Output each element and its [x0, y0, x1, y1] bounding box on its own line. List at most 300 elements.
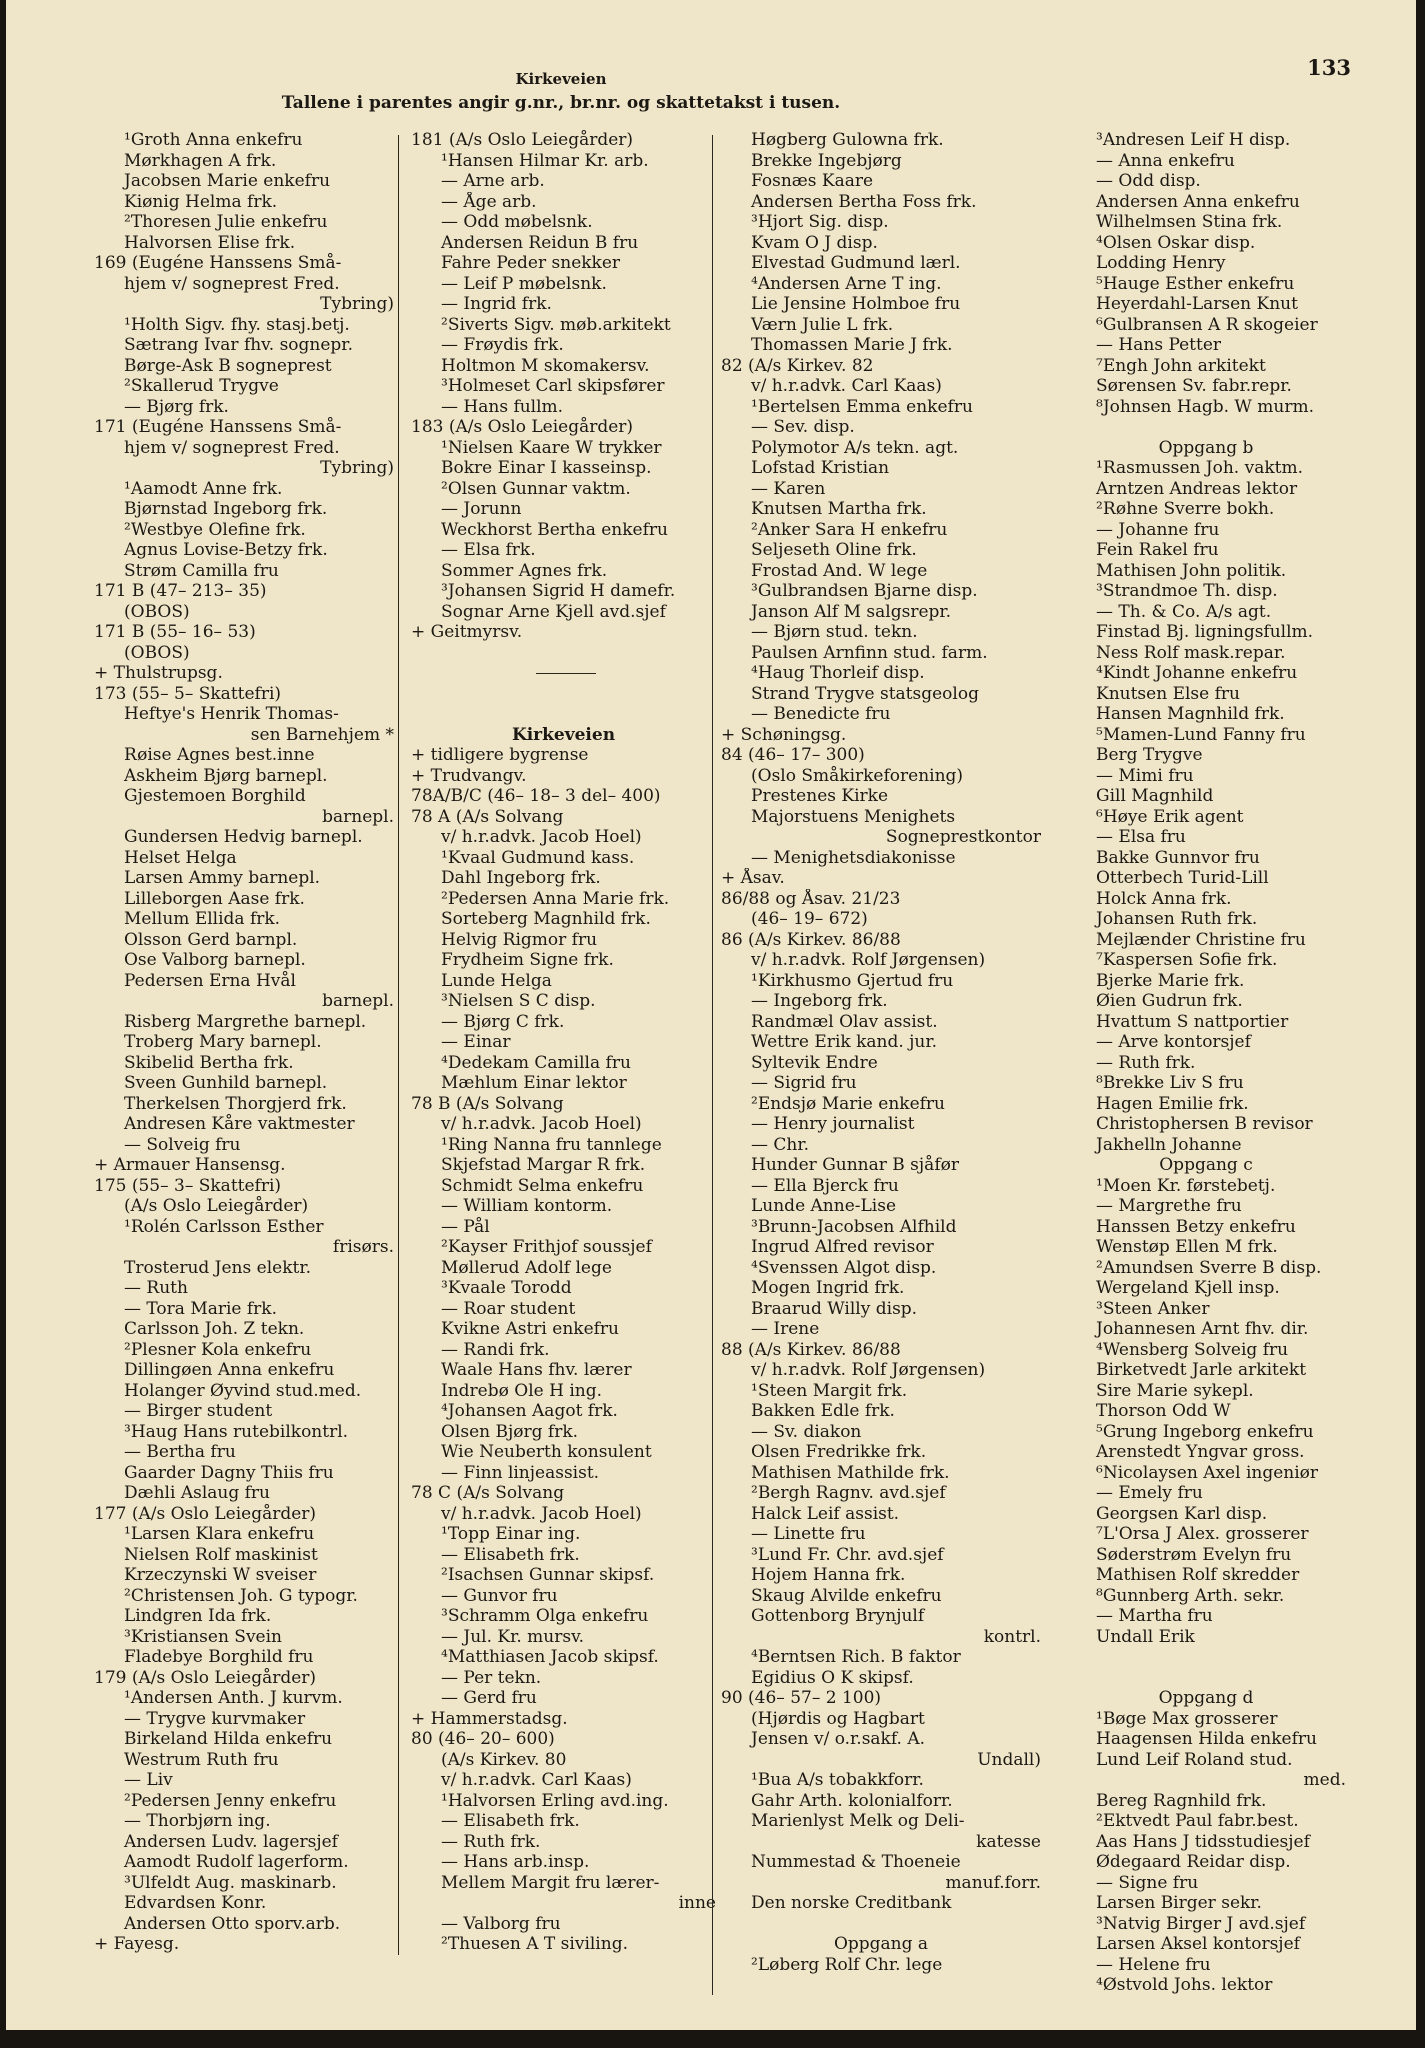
directory-entry: ³Strandmoe Th. disp.: [1096, 581, 1278, 601]
directory-entry: Christophersen B revisor: [1096, 1114, 1313, 1134]
directory-entry: Helset Helga: [124, 847, 237, 868]
address-entry: + Schøningsg.: [721, 724, 847, 745]
directory-entry: Nielsen Rolf maskinist: [124, 1544, 318, 1565]
directory-entry: Andersen Ludv. lagersjef: [124, 1831, 338, 1852]
directory-entry: — Arve kontorsjef: [1096, 1032, 1251, 1052]
directory-entry: Strøm Camilla fru: [124, 560, 279, 581]
directory-entry: Syltevik Endre: [751, 1052, 878, 1073]
directory-entry: Gundersen Hedvig barnepl.: [124, 827, 363, 847]
directory-entry: — Bertha fru: [124, 1442, 236, 1462]
directory-entry: — Bjørg C frk.: [441, 1011, 565, 1032]
directory-entry: v/ h.r.advk. Rolf Jørgensen): [751, 950, 986, 970]
directory-entry: Røise Agnes best.inne: [124, 745, 315, 765]
directory-entry: Bakke Gunnvor fru: [1096, 847, 1260, 868]
directory-entry: ¹Bøge Max grosserer: [1096, 1708, 1278, 1729]
directory-entry: Mellum Ellida frk.: [124, 909, 281, 929]
directory-entry: — Odd møbelsnk.: [441, 212, 593, 232]
directory-entry: Wettre Erik kand. jur.: [751, 1032, 938, 1052]
directory-entry: ¹Kirkhusmo Gjertud fru: [751, 970, 954, 991]
directory-entry: Helvig Rigmor fru: [441, 929, 598, 950]
directory-entry: Sørensen Sv. fabr.repr.: [1096, 376, 1292, 396]
directory-entry: ³Schramm Olga enkefru: [441, 1606, 649, 1626]
directory-entry: Johannesen Arnt fhv. dir.: [1096, 1319, 1309, 1339]
directory-entry: — Finn linjeassist.: [441, 1462, 600, 1483]
directory-entry: ²Plesner Kola enkefru: [124, 1339, 312, 1360]
address-entry: 78 C (A/s Solvang: [411, 1483, 565, 1503]
directory-entry: Hojem Hanna frk.: [751, 1565, 906, 1585]
directory-entry: — Pål: [441, 1216, 490, 1237]
directory-entry: ⁵Hauge Esther enkefru: [1096, 273, 1295, 294]
directory-entry: Olsson Gerd barnpl.: [124, 929, 298, 950]
directory-entry: ¹Groth Anna enkefru: [124, 130, 303, 150]
directory-entry: — Benedicte fru: [751, 704, 891, 724]
directory-entry: — Margrethe fru: [1096, 1196, 1242, 1216]
directory-entry: — Valborg fru: [441, 1913, 561, 1934]
directory-entry: sen Barnehjem *: [250, 724, 394, 745]
directory-entry: Ingrud Alfred revisor: [751, 1237, 934, 1257]
stairwell-heading: Oppgang b: [1158, 437, 1254, 458]
directory-entry: — Martha fru: [1096, 1606, 1213, 1626]
directory-entry: Hvattum S nattportier: [1096, 1011, 1289, 1032]
directory-entry: Otterbech Turid-Lill: [1096, 868, 1269, 888]
directory-entry: ²Thoresen Julie enkefru: [124, 212, 328, 232]
directory-entry: — Henry journalist: [751, 1114, 915, 1134]
directory-entry: — Leif P møbelsnk.: [441, 273, 607, 294]
address-entry: 177 (A/s Oslo Leiegårder): [94, 1503, 317, 1524]
directory-entry: — Åge arb.: [441, 191, 537, 212]
directory-entry: Knutsen Else fru: [1096, 683, 1240, 704]
directory-entry: Sogneprestkontor: [885, 827, 1041, 847]
directory-entry: Aas Hans J tidsstudiesjef: [1096, 1831, 1310, 1852]
address-entry: 80 (46– 20– 600): [411, 1729, 555, 1749]
address-entry: 173 (55– 5– Skattefri): [94, 683, 282, 704]
directory-entry: Mejlænder Christine fru: [1096, 929, 1306, 950]
stairwell-heading: Oppgang d: [1158, 1688, 1254, 1708]
directory-entry: Sommer Agnes frk.: [441, 560, 608, 581]
directory-entry: — Frøydis frk.: [441, 335, 564, 355]
directory-entry: — Gunvor fru: [441, 1585, 558, 1606]
directory-entry: — Menighetsdiakonisse: [751, 847, 956, 868]
directory-entry: Høgberg Gulowna frk.: [751, 130, 944, 150]
directory-entry: Jakhelln Johanne: [1096, 1134, 1242, 1155]
directory-entry: Kvam O J disp.: [751, 232, 878, 253]
directory-entry: ³Nielsen S C disp.: [441, 991, 596, 1011]
directory-entry: — Sev. disp.: [751, 417, 855, 437]
directory-entry: Hansen Magnhild frk.: [1096, 704, 1285, 724]
directory-entry: ¹Halvorsen Erling avd.ing.: [441, 1790, 669, 1811]
directory-entry: ³Kristiansen Svein: [124, 1626, 282, 1647]
directory-entry: Gottenborg Brynjulf: [751, 1606, 925, 1626]
directory-entry: Heftye's Henrik Thomas-: [124, 704, 339, 724]
directory-entry: Skjefstad Margar R frk.: [441, 1155, 646, 1175]
directory-entry: Lund Leif Roland stud.: [1096, 1749, 1293, 1770]
directory-entry: v/ h.r.advk. Carl Kaas): [751, 376, 942, 396]
directory-entry: Wergeland Kjell insp.: [1096, 1278, 1280, 1298]
directory-entry: ⁶Høye Erik agent: [1096, 806, 1244, 827]
directory-entry: — Jorunn: [441, 499, 522, 519]
directory-entry: — Anna enkefru: [1096, 150, 1235, 171]
directory-entry: ²Olsen Gunnar vaktm.: [441, 478, 631, 499]
directory-entry: Fein Rakel fru: [1096, 540, 1219, 560]
directory-entry: ³Steen Anker: [1096, 1298, 1210, 1319]
directory-entry: Lunde Anne-Lise: [751, 1196, 897, 1216]
directory-entry: Berg Trygve: [1096, 745, 1203, 765]
directory-entry: — Elsa frk.: [441, 540, 536, 560]
directory-entry: — Solveig fru: [124, 1134, 241, 1155]
directory-entry: Birkeland Hilda enkefru: [124, 1729, 333, 1749]
directory-entry: — Hans arb.insp.: [441, 1852, 590, 1872]
directory-entry: ¹Kvaal Gudmund kass.: [441, 847, 635, 868]
directory-entry: Sognar Arne Kjell avd.sjef: [441, 601, 666, 622]
directory-entry: med.: [1303, 1770, 1346, 1790]
directory-entry: ⁴Kindt Johanne enkefru: [1096, 663, 1298, 683]
directory-entry: ¹Nielsen Kaare W trykker: [441, 437, 662, 458]
directory-entry: Dæhli Aslaug fru: [124, 1483, 271, 1503]
directory-entry: ⁴Dedekam Camilla fru: [441, 1052, 631, 1073]
directory-entry: Skaug Alvilde enkefru: [751, 1585, 942, 1606]
directory-entry: ³Kvaale Torodd: [441, 1278, 572, 1298]
directory-entry: Bereg Ragnhild frk.: [1096, 1790, 1267, 1811]
directory-entry: — Bjørg frk.: [124, 396, 229, 417]
directory-entry: ⁴Matthiasen Jacob skipsf.: [441, 1647, 659, 1667]
directory-entry: Bjerke Marie frk.: [1096, 970, 1245, 991]
directory-entry: — Sv. diakon: [751, 1421, 862, 1442]
directory-entry: ⁸Brekke Liv S fru: [1096, 1073, 1244, 1093]
address-entry: 78 A (A/s Solvang: [411, 806, 564, 827]
directory-entry: Lie Jensine Holmboe fru: [751, 294, 961, 314]
directory-entry: — Tora Marie frk.: [124, 1298, 278, 1319]
directory-entry: Fladebye Borghild fru: [124, 1647, 314, 1667]
directory-entry: ¹Bertelsen Emma enkefru: [751, 396, 973, 417]
directory-entry: Andersen Otto sporv.arb.: [124, 1913, 341, 1934]
directory-entry: Bokre Einar I kasseinsp.: [441, 458, 652, 478]
directory-entry: Birketvedt Jarle arkitekt: [1096, 1360, 1307, 1380]
directory-entry: Risberg Margrethe barnepl.: [124, 1011, 367, 1032]
section-rule: [411, 663, 716, 684]
directory-entry: — Ingeborg frk.: [751, 991, 888, 1011]
address-entry: 183 (A/s Oslo Leiegårder): [411, 417, 634, 437]
column-divider: [712, 135, 713, 1995]
directory-entry: — Elisabeth frk.: [441, 1544, 580, 1565]
column-2: [411, 130, 716, 1955]
directory-entry: frisørs.: [332, 1237, 394, 1257]
directory-entry: ⁴Andersen Arne T ing.: [751, 273, 942, 294]
directory-entry: ⁴Haug Thorleif disp.: [751, 663, 925, 683]
address-entry: 90 (46– 57– 2 100): [721, 1688, 882, 1708]
directory-entry: Paulsen Arnfinn stud. farm.: [751, 642, 988, 663]
directory-entry: — Odd disp.: [1096, 171, 1201, 191]
directory-entry: Lindgren Ida frk.: [124, 1606, 272, 1626]
directory-entry: Waale Hans fhv. lærer: [441, 1360, 632, 1380]
directory-entry: Strand Trygve statsgeolog: [751, 683, 979, 704]
stairwell-heading: Oppgang c: [1159, 1155, 1253, 1175]
directory-entry: ¹Hansen Hilmar Kr. arb.: [441, 150, 649, 171]
directory-entry: Undall Erik: [1096, 1626, 1195, 1647]
directory-entry: manuf.forr.: [945, 1872, 1041, 1893]
directory-entry: v/ h.r.advk. Carl Kaas): [441, 1770, 632, 1790]
directory-entry: Kiønig Helma frk.: [124, 191, 278, 212]
directory-entry: Værn Julie L frk.: [751, 314, 894, 335]
directory-entry: Andresen Kåre vaktmester: [124, 1114, 355, 1134]
directory-entry: Lofstad Kristian: [751, 458, 890, 478]
directory-entry: ⁵Grung Ingeborg enkefru: [1096, 1421, 1314, 1442]
directory-entry: Knutsen Martha frk.: [751, 499, 927, 519]
directory-entry: ³Gulbrandsen Bjarne disp.: [751, 581, 978, 601]
directory-entry: (OBOS): [124, 642, 190, 663]
directory-entry: Larsen Aksel kontorsjef: [1096, 1934, 1300, 1954]
directory-entry: Gahr Arth. kolonialforr.: [751, 1790, 953, 1811]
directory-entry: Seljeseth Oline frk.: [751, 540, 917, 560]
directory-entry: Olsen Fredrikke frk.: [751, 1442, 927, 1462]
directory-entry: ⁷Kaspersen Sofie frk.: [1096, 950, 1278, 970]
address-entry: + Armauer Hansensg.: [94, 1155, 286, 1175]
directory-entry: Polymotor A/s tekn. agt.: [751, 437, 959, 458]
directory-entry: — Mimi fru: [1096, 765, 1194, 786]
directory-entry: Randmæl Olav assist.: [751, 1011, 938, 1032]
directory-entry: Øien Gudrun frk.: [1096, 991, 1243, 1011]
directory-entry: ²Isachsen Gunnar skipsf.: [441, 1565, 655, 1585]
directory-entry: Børge-Ask B sogneprest: [124, 355, 332, 376]
directory-entry: Tybring): [320, 458, 394, 478]
directory-entry: — Chr.: [751, 1134, 810, 1155]
address-entry: 169 (Eugéne Hanssens Små-: [94, 253, 342, 273]
directory-entry: Kvikne Astri enkefru: [441, 1319, 619, 1339]
directory-entry: Dillingøen Anna enkefru: [124, 1360, 335, 1380]
directory-entry: Lunde Helga: [441, 970, 552, 991]
directory-entry: ⁷Engh John arkitekt: [1096, 355, 1266, 376]
street-title: Kirkeveien: [515, 70, 607, 88]
directory-entry: Mellem Margit fru lærer-: [441, 1872, 660, 1893]
directory-entry: ²Kayser Frithjof soussjef: [441, 1237, 652, 1257]
directory-entry: Andersen Anna enkefru: [1096, 191, 1300, 212]
directory-entry: Jacobsen Marie enkefru: [124, 171, 331, 191]
directory-entry: ²Anker Sara H enkefru: [751, 519, 948, 540]
directory-entry: ²Amundsen Sverre B disp.: [1096, 1257, 1322, 1278]
directory-entry: Ose Valborg barnepl.: [124, 950, 306, 970]
directory-entry: (OBOS): [124, 601, 190, 622]
address-entry: 181 (A/s Oslo Leiegårder): [411, 130, 634, 150]
directory-page: [6, 0, 1416, 2030]
directory-entry: Søderstrøm Evelyn fru: [1096, 1544, 1292, 1565]
address-entry: + tidligere bygrense: [411, 745, 589, 765]
directory-entry: — Ella Bjerck fru: [751, 1175, 899, 1196]
directory-entry: — Einar: [441, 1032, 511, 1052]
directory-entry: Gill Magnhild: [1096, 786, 1214, 806]
directory-entry: v/ h.r.advk. Rolf Jørgensen): [751, 1360, 986, 1380]
address-entry: 171 (Eugéne Hanssens Små-: [94, 417, 342, 437]
directory-entry: — William kontorm.: [441, 1196, 613, 1216]
directory-entry: hjem v/ sogneprest Fred.: [124, 273, 340, 294]
directory-entry: Olsen Bjørg frk.: [441, 1421, 579, 1442]
directory-entry: kontrl.: [983, 1626, 1041, 1647]
directory-entry: Sætrang Ivar fhv. sognepr.: [124, 335, 353, 355]
directory-entry: — Helene fru: [1096, 1954, 1211, 1975]
spacer: [1066, 417, 1346, 438]
directory-entry: ⁴Johansen Aagot frk.: [441, 1401, 618, 1421]
directory-entry: — Ruth frk.: [1096, 1052, 1196, 1073]
directory-entry: Ødegaard Reidar disp.: [1096, 1852, 1291, 1872]
directory-entry: ¹Rasmussen Joh. vaktm.: [1096, 458, 1303, 478]
directory-entry: Sorteberg Magnhild frk.: [441, 909, 651, 929]
directory-entry: ³Lund Fr. Chr. avd.sjef: [751, 1544, 944, 1565]
directory-entry: Johansen Ruth frk.: [1096, 909, 1258, 929]
directory-entry: ²Ektvedt Paul fabr.best.: [1096, 1811, 1299, 1831]
directory-entry: Weckhorst Bertha enkefru: [441, 519, 668, 540]
directory-entry: (Oslo Småkirkeforening): [751, 765, 964, 786]
directory-entry: ⁴Østvold Johs. lektor: [1096, 1975, 1273, 1995]
directory-entry: Mathisen John politik.: [1096, 560, 1287, 581]
directory-entry: — Thorbjørn ing.: [124, 1811, 271, 1831]
directory-entry: — Arne arb.: [441, 171, 545, 191]
address-entry: + Fayesg.: [94, 1934, 180, 1954]
directory-entry: ²Westbye Olefine frk.: [124, 519, 306, 540]
directory-entry: — Randi frk.: [441, 1339, 550, 1360]
address-entry: + Thulstrupsg.: [94, 663, 223, 683]
directory-entry: ²Pedersen Anna Marie frk.: [441, 888, 670, 909]
directory-entry: Janson Alf M salgsrepr.: [751, 601, 952, 622]
address-entry: + Geitmyrsv.: [411, 622, 523, 642]
directory-entry: ³Haug Hans rutebilkontrl.: [124, 1421, 349, 1442]
directory-entry: Den norske Creditbank: [751, 1893, 952, 1913]
address-entry: 171 B (47– 213– 35): [94, 581, 267, 601]
directory-entry: Halvorsen Elise frk.: [124, 232, 296, 253]
column-4: [1066, 130, 1346, 1996]
directory-entry: Lodding Henry: [1096, 253, 1226, 273]
directory-entry: Sveen Gunhild barnepl.: [124, 1073, 328, 1093]
directory-entry: Elvestad Gudmund lærl.: [751, 253, 961, 273]
directory-entry: — Per tekn.: [441, 1667, 542, 1688]
directory-entry: (A/s Kirkev. 80: [441, 1749, 567, 1770]
directory-entry: — Karen: [751, 478, 826, 499]
page-subtitle: Tallene i parentes angir g.nr., br.nr. og skattetakst i tusen.: [281, 93, 841, 113]
address-entry: 86 (A/s Kirkev. 86/88: [721, 929, 901, 950]
directory-entry: Hunder Gunnar B sjåfør: [751, 1155, 959, 1175]
directory-entry: ²Siverts Sigv. møb.arkitekt: [441, 314, 671, 335]
directory-entry: ⁸Johnsen Hagb. W murm.: [1096, 396, 1315, 417]
directory-entry: Troberg Mary barnepl.: [124, 1032, 322, 1052]
directory-entry: Askheim Bjørg barnepl.: [124, 765, 328, 786]
directory-entry: Bakken Edle frk.: [751, 1401, 895, 1421]
directory-entry: Heyerdahl-Larsen Knut: [1096, 294, 1298, 314]
spacer: [411, 704, 716, 725]
directory-entry: ¹Holth Sigv. fhy. stasj.betj.: [124, 314, 350, 335]
directory-entry: barnepl.: [322, 806, 394, 827]
directory-entry: Therkelsen Thorgjerd frk.: [124, 1093, 347, 1114]
directory-entry: — Ruth: [124, 1278, 188, 1298]
address-entry: 84 (46– 17– 300): [721, 745, 865, 765]
directory-entry: ²Løberg Rolf Chr. lege: [751, 1954, 943, 1975]
page-number: 133: [1307, 55, 1351, 80]
directory-entry: — Th. & Co. A/s agt.: [1096, 601, 1272, 622]
address-entry: 88 (A/s Kirkev. 86/88: [721, 1339, 901, 1360]
directory-entry: ³Brunn-Jacobsen Alfhild: [751, 1216, 957, 1237]
directory-entry: — Hans fullm.: [441, 396, 564, 417]
directory-entry: Brekke Ingebjørg: [751, 150, 902, 171]
directory-entry: Larsen Birger sekr.: [1096, 1893, 1262, 1913]
directory-entry: ²Skallerud Trygve: [124, 376, 279, 396]
directory-entry: Mørkhagen A frk.: [124, 150, 277, 171]
directory-entry: Majorstuens Menighets: [751, 806, 956, 827]
address-entry: 82 (A/s Kirkev. 82: [721, 355, 874, 376]
directory-entry: Indrebø Ole H ing.: [441, 1380, 602, 1401]
directory-entry: — Roar student: [441, 1298, 576, 1319]
directory-entry: ¹Bua A/s tobakkforr.: [751, 1770, 924, 1790]
spacer: [1066, 1668, 1346, 1689]
directory-entry: Frostad And. W lege: [751, 560, 928, 581]
column-divider: [398, 135, 399, 1955]
section-heading: Kirkeveien: [511, 724, 616, 745]
directory-entry: Møllerud Adolf lege: [441, 1257, 612, 1278]
address-entry: 78A/B/C (46– 18– 3 del– 400): [411, 786, 661, 806]
directory-entry: ⁴Olsen Oskar disp.: [1096, 232, 1256, 253]
directory-entry: ⁵Mamen-Lund Fanny fru: [1096, 724, 1306, 745]
directory-entry: ²Pedersen Jenny enkefru: [124, 1790, 337, 1811]
directory-entry: Wie Neuberth konsulent: [441, 1442, 652, 1462]
directory-entry: ⁴Wensberg Solveig fru: [1096, 1339, 1289, 1360]
directory-entry: katesse: [976, 1831, 1041, 1852]
address-entry: 86/88 og Åsav. 21/23: [721, 888, 901, 909]
directory-entry: Haagensen Hilda enkefru: [1096, 1729, 1317, 1749]
directory-entry: Mogen Ingrid frk.: [751, 1278, 905, 1298]
directory-entry: Egidius O K skipsf.: [751, 1667, 914, 1688]
directory-entry: v/ h.r.advk. Jacob Hoel): [441, 1114, 642, 1134]
directory-entry: Trosterud Jens elektr.: [124, 1257, 311, 1278]
directory-entry: ³Hjort Sig. disp.: [751, 212, 889, 232]
directory-entry: Mæhlum Einar lektor: [441, 1073, 627, 1093]
directory-entry: ²Røhne Sverre bokh.: [1096, 499, 1275, 519]
directory-entry: v/ h.r.advk. Jacob Hoel): [441, 1503, 642, 1524]
directory-entry: ¹Topp Einar ing.: [441, 1524, 581, 1544]
directory-entry: hjem v/ sogneprest Fred.: [124, 437, 340, 458]
directory-entry: (46– 19– 672): [751, 909, 868, 929]
directory-entry: — Linette fru: [751, 1524, 866, 1544]
directory-entry: Nummestad & Thoeneie: [751, 1852, 961, 1872]
directory-entry: (A/s Oslo Leiegårder): [124, 1196, 309, 1216]
directory-entry: Schmidt Selma enkefru: [441, 1175, 644, 1196]
directory-entry: Wenstøp Ellen M frk.: [1096, 1237, 1278, 1257]
directory-entry: Pedersen Erna Hvål: [124, 970, 296, 991]
directory-entry: Finstad Bj. ligningsfullm.: [1096, 622, 1314, 642]
directory-entry: ²Bergh Ragnv. avd.sjef: [751, 1483, 946, 1503]
directory-entry: Agnus Lovise-Betzy frk.: [124, 540, 328, 560]
directory-entry: — Elisabeth frk.: [441, 1811, 580, 1831]
directory-entry: — Ingrid frk.: [441, 294, 552, 314]
directory-entry: ²Endsjø Marie enkefru: [751, 1093, 945, 1114]
directory-entry: Frydheim Signe frk.: [441, 950, 614, 970]
address-entry: + Åsav.: [721, 868, 785, 888]
column-3: [721, 130, 1041, 1975]
directory-entry: Aamodt Rudolf lagerform.: [124, 1852, 349, 1872]
directory-entry: ¹Ring Nanna fru tannlege: [441, 1134, 662, 1155]
directory-entry: Bjørnstad Ingeborg frk.: [124, 499, 328, 519]
address-entry: 171 B (55– 16– 53): [94, 622, 256, 642]
address-entry: 78 B (A/s Solvang: [411, 1093, 564, 1114]
directory-entry: — Signe fru: [1096, 1872, 1199, 1893]
directory-entry: Dahl Ingeborg frk.: [441, 868, 601, 888]
directory-entry: ¹Aamodt Anne frk.: [124, 478, 283, 499]
directory-entry: ¹Moen Kr. førstebetj.: [1096, 1175, 1276, 1196]
spacer: [411, 643, 716, 664]
directory-entry: — Liv: [124, 1770, 173, 1790]
directory-entry: ⁴Berntsen Rich. B faktor: [751, 1647, 961, 1667]
directory-entry: Mathisen Mathilde frk.: [751, 1462, 950, 1483]
directory-entry: — Irene: [751, 1319, 820, 1339]
spacer: [1066, 1647, 1346, 1668]
directory-entry: — Gerd fru: [441, 1688, 537, 1708]
directory-entry: Prestenes Kirke: [751, 786, 889, 806]
directory-entry: — Johanne fru: [1096, 519, 1220, 540]
directory-entry: Fosnæs Kaare: [751, 171, 874, 191]
